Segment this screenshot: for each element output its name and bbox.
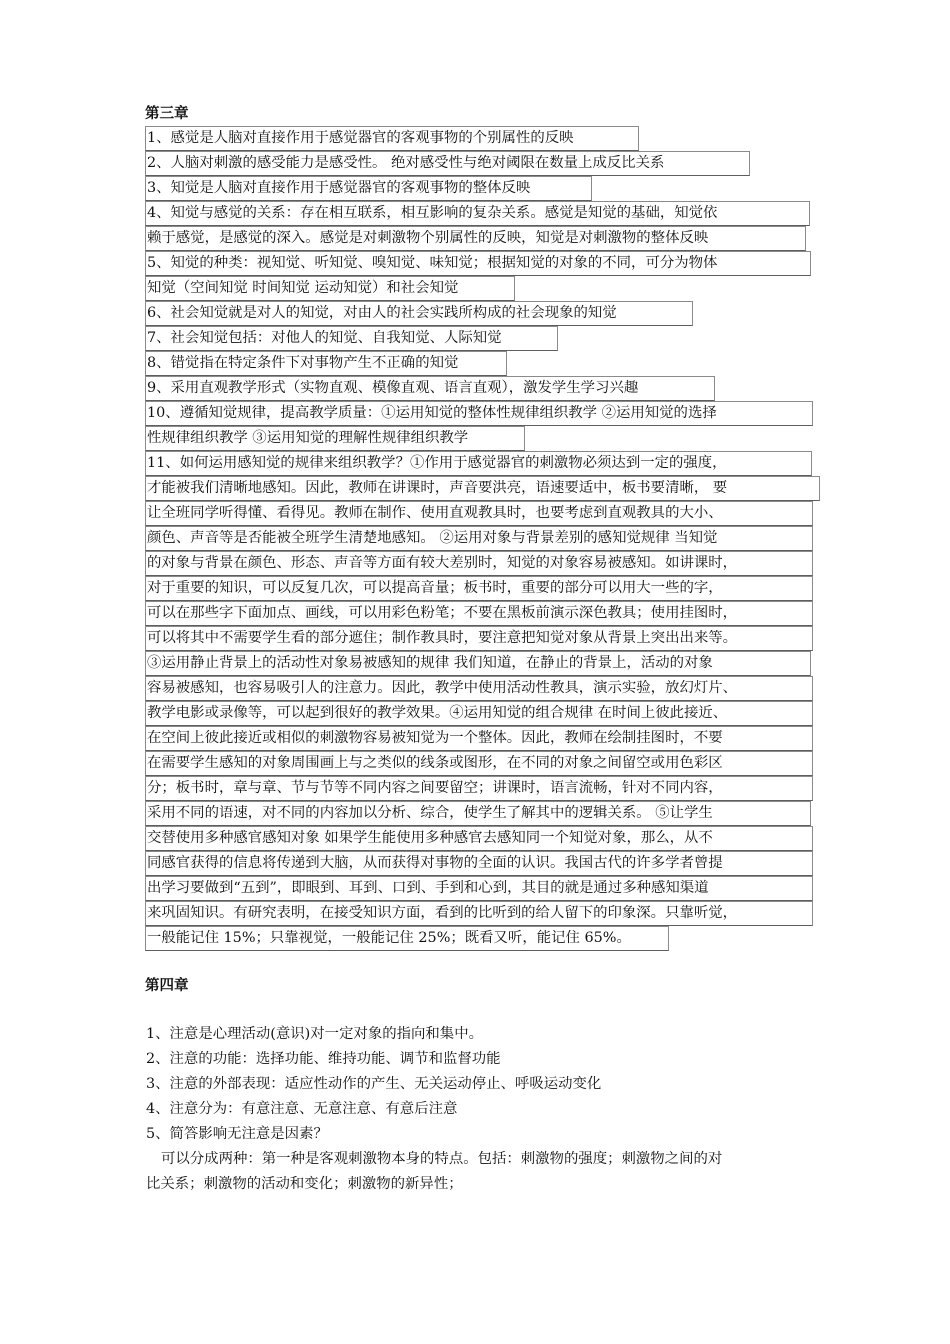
ch3-line: 来巩固知识。有研究表明，在接受知识方面，看到的比听到的给人留下的印象深。只靠听觉， <box>145 901 813 926</box>
ch3-line: 采用不同的语速，对不同的内容加以分析、综合，使学生了解其中的逻辑关系。 ⑤让学生 <box>145 801 811 826</box>
ch4-line: 2、注意的功能：选择功能、维持功能、调节和监督功能 <box>146 1051 501 1067</box>
ch3-line: 教学电影或录像等，可以起到很好的教学效果。④运用知觉的组合规律 在时间上彼此接近、 <box>145 701 813 726</box>
ch3-line: ③运用静止背景上的活动性对象易被感知的规律 我们知道，在静止的背景上，活动的对象 <box>145 651 811 676</box>
ch3-line: 2、人脑对刺激的感受能力是感受性。 绝对感受性与绝对阈限在数量上成反比关系 <box>145 151 750 176</box>
ch3-line: 对于重要的知识，可以反复几次，可以提高音量；板书时，重要的部分可以用大一些的字， <box>145 576 813 601</box>
chapter-3-heading: 第三章 <box>145 106 189 122</box>
ch3-line: 一般能记住 15%；只靠视觉，一般能记住 25%；既看又听，能记住 65%。 <box>145 926 669 951</box>
ch3-line: 8、错觉指在特定条件下对事物产生不正确的知觉 <box>145 351 507 376</box>
ch3-line: 出学习要做到“五到”，即眼到、耳到、口到、手到和心到，其目的就是通过多种感知渠道 <box>145 876 813 901</box>
ch4-line: 5、简答影响无注意是因素？ <box>146 1126 328 1142</box>
ch4-line: 1、注意是心理活动(意识)对一定对象的指向和集中。 <box>146 1026 483 1042</box>
ch3-line: 3、知觉是人脑对直接作用于感觉器官的客观事物的整体反映 <box>145 176 592 201</box>
ch4-line: 可以分成两种：第一种是客观刺激物本身的特点。包括：刺激物的强度；刺激物之间的对 <box>161 1151 723 1167</box>
chapter-4-heading: 第四章 <box>145 978 189 994</box>
ch3-line: 10、遵循知觉规律，提高教学质量：①运用知觉的整体性规律组织教学 ②运用知觉的选择 <box>145 401 813 426</box>
ch4-line: 比关系；刺激物的活动和变化；刺激物的新异性； <box>146 1176 463 1192</box>
ch3-line: 才能被我们清晰地感知。因此，教师在讲课时，声音要洪亮，语速要适中，板书要清晰， 要 <box>145 476 820 501</box>
ch3-line: 分；板书时，章与章、节与节等不同内容之间要留空；讲课时，语言流畅，针对不同内容， <box>145 776 813 801</box>
ch4-line: 4、注意分为：有意注意、无意注意、有意后注意 <box>146 1101 458 1117</box>
ch3-line: 性规律组织教学 ③运用知觉的理解性规律组织教学 <box>145 426 525 451</box>
ch3-line: 赖于感觉，是感觉的深入。感觉是对刺激物个别属性的反映，知觉是对刺激物的整体反映 <box>145 226 806 251</box>
ch3-line: 11、如何运用感知觉的规律来组织教学？①作用于感觉器官的刺激物必须达到一定的强度， <box>145 451 812 476</box>
ch3-line: 知觉（空间知觉 时间知觉 运动知觉）和社会知觉 <box>145 276 515 301</box>
ch3-line: 交替使用多种感官感知对象 如果学生能使用多种感官去感知同一个知觉对象，那么，从不 <box>145 826 813 851</box>
ch3-line: 4、知觉与感觉的关系：存在相互联系，相互影响的复杂关系。感觉是知觉的基础，知觉依 <box>145 201 810 226</box>
ch3-line: 可以在那些字下面加点、画线，可以用彩色粉笔；不要在黑板前演示深色教具；使用挂图时， <box>145 601 813 626</box>
ch3-line: 可以将其中不需要学生看的部分遮住；制作教具时，要注意把知觉对象从背景上突出出来等。 <box>145 626 813 651</box>
ch3-line: 在空间上彼此接近或相似的刺激物容易被知觉为一个整体。因此，教师在绘制挂图时，不要 <box>145 726 813 751</box>
ch3-line: 让全班同学听得懂、看得见。教师在制作、使用直观教具时，也要考虑到直观教具的大小、 <box>145 501 813 526</box>
ch3-line: 容易被感知，也容易吸引人的注意力。因此，教学中使用活动性教具，演示实验，放幻灯片、 <box>145 676 813 701</box>
ch3-line: 1、感觉是人脑对直接作用于感觉器官的客观事物的个别属性的反映 <box>145 126 639 151</box>
ch3-line: 的对象与背景在颜色、形态、声音等方面有较大差别时，知觉的对象容易被感知。如讲课时， <box>145 551 813 576</box>
ch3-line: 在需要学生感知的对象周围画上与之类似的线条或图形，在不同的对象之间留空或用色彩区 <box>145 751 813 776</box>
ch3-line: 6、社会知觉就是对人的知觉，对由人的社会实践所构成的社会现象的知觉 <box>145 301 693 326</box>
ch3-line: 7、社会知觉包括：对他人的知觉、自我知觉、人际知觉 <box>145 326 558 351</box>
ch3-line: 颜色、声音等是否能被全班学生清楚地感知。 ②运用对象与背景差别的感知觉规律 当知觉 <box>145 526 813 551</box>
ch3-line: 5、知觉的种类：视知觉、听知觉、嗅知觉、味知觉；根据知觉的对象的不同，可分为物体 <box>145 251 811 276</box>
ch4-line: 3、注意的外部表现：适应性动作的产生、无关运动停止、呼吸运动变化 <box>146 1076 602 1092</box>
ch3-line: 9、采用直观教学形式（实物直观、模像直观、语言直观），激发学生学习兴趣 <box>145 376 715 401</box>
ch3-line: 同感官获得的信息将传递到大脑，从而获得对事物的全面的认识。我国古代的许多学者曾提 <box>145 851 813 876</box>
